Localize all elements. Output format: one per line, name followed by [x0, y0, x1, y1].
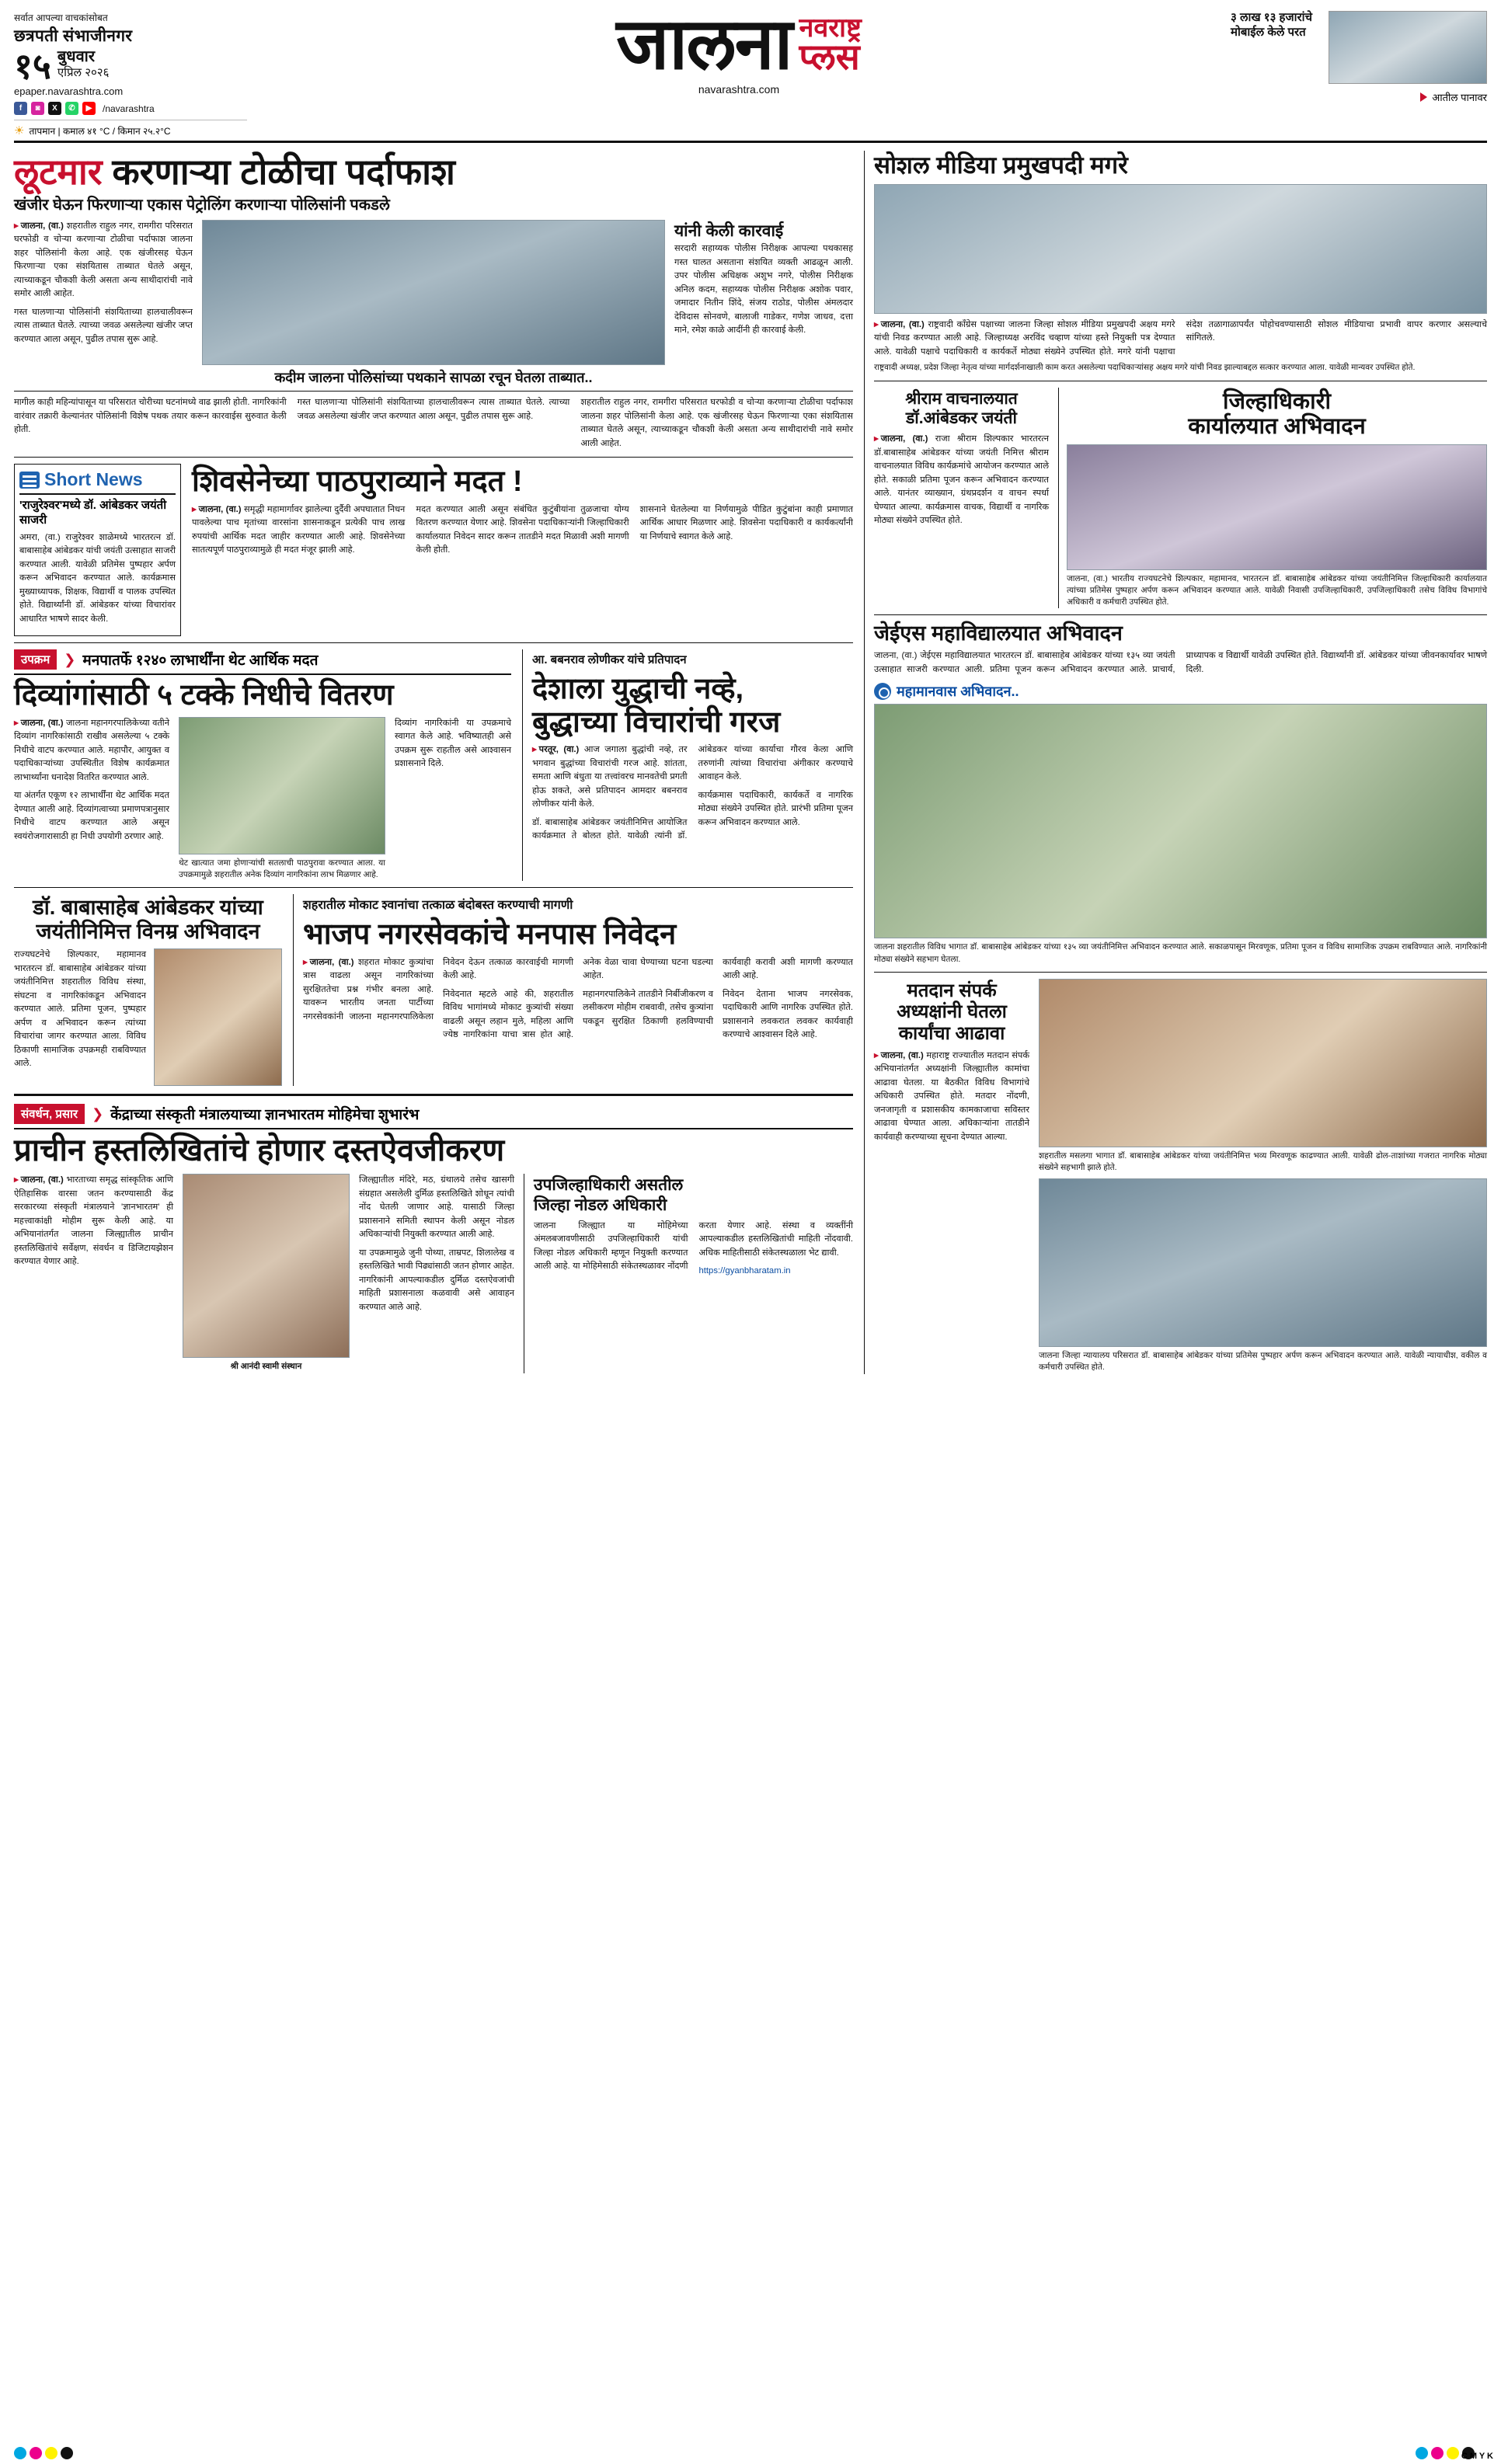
heritage-headline: प्राचीन हस्तलिखितांचे होणार दस्तऐवजीकरण	[14, 1133, 505, 1168]
cmyk-label: C M Y K	[1461, 2452, 1493, 2461]
bjp-headline: भाजप नगरसेवकांचे मनपास निवेदन	[303, 918, 677, 952]
divider-3	[14, 887, 853, 888]
collector-photo	[1067, 444, 1487, 570]
vachanalaya-body	[874, 433, 1049, 528]
lead-body-1	[14, 220, 193, 301]
heritage-byline: ▸ जालना, (वा.)	[14, 1175, 64, 1185]
reg-yellow	[45, 2447, 57, 2459]
vachanalaya-body-text: राजा श्रीराम शिल्पकार भारतरत्न डॉ.बाबासाहेब आंबेडकर यांच्या जयंती निमित्त श्रीराम वाचनालयात विविध कार्यक्रमांचे आयोजन करण्यात आले होते. सकाळी प्रतिमा पूजन करून अभिवादन करण्यात आले. यानंतर व्याख्यान, ग्रंथप्रदर्शन व वाचन स्पर्धा घेण्यात आल्या. कार्यक्रमास वाचक, विद्यार्थी व नागरिक मोठ्या संख्येने उपस्थित होते.	[874, 434, 1049, 526]
chevron-right-icon-2: ❯	[92, 1105, 104, 1122]
contact-headline	[874, 980, 1029, 1045]
bjp-byline: ▸ जालना, (वा.)	[303, 958, 354, 967]
triangle-icon	[1420, 92, 1427, 102]
divyang-tag: उपक्रम	[14, 649, 57, 670]
lead-byline: ▸ जालना, (वा.)	[14, 221, 64, 231]
social-media-body	[874, 318, 1487, 360]
jes-headline: जेईएस महाविद्यालयात अभिवादन	[874, 621, 1123, 646]
sun-icon: ☀	[14, 124, 25, 138]
masthead-center	[247, 5, 1231, 96]
heritage-side-line1: उपजिल्हाधिकारी असतील	[534, 1176, 684, 1195]
heritage-tag-right: केंद्राच्या संस्कृती मंत्रालयाच्या ज्ञानभारतम मोहिमेचा शुभारंभ	[110, 1107, 420, 1124]
war-c2: डॉ. बाबासाहेब आंबेडकर जयंतीनिमित्त आयोजित कार्यक्रमात ते बोलत होते. यावेळी त्यांनी डॉ. आंबेडकर यांच्या कार्याचा गौरव केला आणि तरुणांनी त्यांच्या विचारांचा अंगीकार करण्याचे आवाहन केले.	[532, 745, 853, 841]
shivsena-c3: शासनाने घेतलेल्या या निर्णयामुळे पीडित कुटुंबांना काही प्रमाणात आर्थिक आधार मिळणार आहे. शिवसेना पदाधिकारी व कार्यकर्त्यांनी या निर्णयाचे स्वागत केले आहे.	[639, 504, 853, 541]
mahamanav-photo	[874, 704, 1487, 938]
camera-icon	[874, 683, 891, 700]
jayanti-photo	[154, 948, 282, 1086]
masthead-month-year: एप्रिल २०२६	[57, 66, 110, 79]
heritage-url[interactable]: https://gyanbharatam.in	[698, 1266, 791, 1276]
promo-text: ३ लाख १३ हजारांचे मोबाईल केले परत	[1231, 11, 1313, 39]
reg-cyan-2	[1416, 2447, 1428, 2459]
heritage-photo	[183, 1174, 350, 1358]
divyang-photo-caption: थेट खात्यात जमा होणाऱ्यांची सतलाची पाठपुरावा करण्यात आला. या उपक्रमामुळे शहरातील अनेक दिव्यांग नागरिकांना लाभ मिळणार आहे.	[179, 858, 385, 880]
divyang-photo	[179, 717, 385, 854]
jayanti-headline-line2: जयंतीनिमित्त विनम्र अभिवादन	[36, 920, 260, 944]
right-photo-2	[1039, 1178, 1487, 1347]
heritage-side-headline	[534, 1175, 853, 1214]
war-headline	[532, 673, 853, 739]
heritage-side-body-wrap	[534, 1220, 853, 1279]
contact-body	[874, 1049, 1029, 1145]
lead-body-5: शहरातील राहुल नगर, रामगीरा परिसरात घरफोडी व चोऱ्या करणाऱ्या टोळीचा पर्दाफाश जालना शहर पोलिसांनी केला आहे. एक खंजीरसह घेऊन फिरणाऱ्या एका संशयितास ताब्यात घेतले असून, त्याच्याकडून चौकशी केली असता अन्य साथीदारांची नावे समोर आली आहेत.	[580, 398, 853, 448]
inside-page-pointer[interactable]	[1231, 90, 1487, 104]
divider-1	[14, 457, 853, 458]
masthead-day-number: १५	[14, 45, 51, 86]
contact-line3: कार्यांचा आढावा	[898, 1022, 1005, 1044]
divider-r3	[874, 972, 1487, 973]
contact-body-text: महाराष्ट्र राज्यातील मतदान संपर्क अभियानांतर्गत अध्यक्षांनी जिल्ह्यातील कामांचा आढावा घेतला. या बैठकीत विविध विभागांचे अधिकारी उपस्थित होते. मतदार नोंदणी, जनजागृती व प्रशासकीय कामकाजाचा सविस्तर आढावा घेण्यात आला. अधिकाऱ्यांना तातडीने कार्यवाही करण्याच्या सूचना देण्यात आल्या.	[874, 1050, 1030, 1142]
heritage-c1	[14, 1174, 173, 1269]
bjp-c2: निवेदनात म्हटले आहे की, शहरातील विविध भागांमध्ये मोकाट कुत्र्यांची संख्या वाढली असून लहान मुले, महिला आणि ज्येष्ठ नागरिकांना याचा त्रास होत आहे. अनेक वेळा चावा घेण्याच्या घटना घडल्या आहेत.	[443, 957, 713, 1040]
lead-continued	[14, 396, 853, 451]
social-links[interactable]	[14, 102, 247, 115]
lead-body-1-text: शहरातील राहुल नगर, रामगीरा परिसरात घरफोडी व चोऱ्या करणाऱ्या टोळीचा पर्दाफाश जालना शहर पोलिसांनी केला आहे. एक खंजीरसह घेऊन फिरणाऱ्या एका संशयितास ताब्यात घेतले असून, त्याच्याकडून चौकशी केली असता अन्य साथीदारांची नावे समोर आली आहेत.	[14, 221, 193, 299]
divyang-c3: दिव्यांग नागरिकांनी या उपक्रमाचे स्वागत केले आहे. भविष्यातही असे उपक्रम सुरू राहतील असे आश्वासन प्रशासनाने दिले.	[395, 718, 511, 769]
youtube-icon[interactable]: ▶	[82, 102, 96, 115]
contact-byline: ▸ जालना, (वा.)	[874, 1051, 924, 1060]
shivsena-body	[192, 503, 853, 558]
war-c1-text: आज जगाला बुद्धांची नव्हे, तर भगवान बुद्धांच्या विचारांची गरज आहे. शांतता, समता आणि बंधुता या तत्त्वांवरच मानवतेची प्रगती होऊ शकते, असे प्रतिपादन आमदार बबनराव लोणीकर यांनी केले.	[532, 745, 688, 809]
social-handle[interactable]: /navarashtra	[103, 103, 155, 114]
social-media-byline: ▸ जालना, (वा.)	[874, 320, 925, 329]
lead-photo	[202, 220, 665, 365]
lead-side-body: सरदारी सहाय्यक पोलीस निरीक्षक आपल्या पथकासह गस्त घालत असताना संशयित व्यक्ती आढळून आली. उपर पोलीस अधिक्षक अशुभ नगरे, पोलीस निरीक्षक अनिल कदम, सहाय्यक पोलीस निरीक्षक अशोक पवार, जमादार नितीन शिंदे, संजय राठोड, पोलीस अंमलदार देविदास सोनवणे, बालाजी गाडेकर, गणेश जाधव, दत्ता माने, रमेश काळे आदींनी ही कारवाई केली.	[674, 244, 853, 336]
divider-2	[14, 642, 853, 643]
lead-body-2: गस्त घालणाऱ्या पोलिसांनी संशयिताच्या हालचालीवरून त्यास ताब्यात घेतले. त्याच्या जवळ असलेल्या खंजीर जप्त करण्यात आला असून, पुढील तपास सुरू आहे.	[14, 307, 193, 344]
heritage-photo-caption: श्री आनंदी स्वामी संस्थान	[230, 1362, 302, 1372]
divyang-c1	[14, 717, 169, 785]
divyang-tagline: मनपातर्फे १२४० लाभार्थींना थेट आर्थिक मदत	[82, 653, 319, 670]
inside-page-label: आतील पानावर	[1432, 92, 1487, 103]
left-section	[14, 151, 853, 1373]
collector-headline	[1067, 389, 1487, 440]
divider-r2	[874, 614, 1487, 615]
vachanalaya-byline: ▸ जालना, (वा.)	[874, 434, 928, 444]
logo-red-line2: प्लस	[799, 37, 860, 78]
vachanalaya-line2: डॉ.आंबेडकर जयंती	[906, 409, 1017, 427]
mahamanav-caption: जालना शहरातील विविध भागात डॉ. बाबासाहेब आंबेडकर यांच्या १३५ व्या जयंतीनिमित्त अभिवादन करण्यात आले. सकाळपासून मिरवणूक, प्रतिमा पूजन व विविध सामाजिक उपक्रम राबविण्यात आले. नागरिकांनी मोठ्या संख्येने सहभाग घेतला.	[874, 942, 1487, 964]
collector-line1: जिल्हाधिकारी	[1223, 388, 1331, 414]
instagram-icon[interactable]: ◙	[31, 102, 44, 115]
war-headline-line2: बुद्धाच्या विचारांची गरज	[532, 705, 781, 739]
page-content	[14, 151, 1487, 1373]
divyang-war-block	[14, 649, 853, 881]
news-logo-icon	[19, 472, 40, 489]
short-news-header	[19, 469, 176, 495]
collector-line2: कार्यालयात अभिवादन	[1188, 414, 1366, 440]
shortnews-shivsena-block	[14, 464, 853, 636]
masthead-right	[1231, 11, 1487, 104]
promo-photo	[1329, 11, 1487, 84]
heritage-side-line2: जिल्हा नोडल अधिकारी	[534, 1195, 667, 1214]
divyang-c1-text: जालना महानगरपालिकेच्या वतीने दिव्यांग नागरिकांसाठी राखीव असलेल्या ५ टक्के निधीचे वाटप करण्यात आले. महापौर, आयुक्त व पदाधिकाऱ्यांच्या उपस्थितीत विशेष कार्यक्रमात लाभार्थ्यांना धनादेश वितरित करण्यात आले.	[14, 718, 169, 782]
newspaper-logo: जालना	[616, 5, 792, 84]
mahamanav-label-row	[874, 682, 1487, 701]
bjp-body	[303, 956, 853, 1042]
contact-line1: मतदान संपर्क	[907, 980, 997, 1001]
social-media-c1	[874, 318, 1487, 360]
divyang-headline: दिव्यांगांसाठी ५ टक्के निधीचे वितरण	[14, 679, 394, 712]
social-media-caption: राष्ट्रवादी अध्यक्ष, प्रदेश जिल्हा नेतृत्व यांच्या मार्गदर्शनाखाली काम करत असलेल्या पदाधिकाऱ्यांसह अक्षय मगरे यांची निवड झाल्याबद्दल सत्कार करण्यात आला. यावेळी मान्यवर उपस्थित होते.	[874, 363, 1416, 373]
weather-strip	[14, 120, 247, 137]
war-c1	[532, 743, 688, 812]
lead-subhead: खंजीर घेऊन फिरणाऱ्या एकास पेट्रोलिंग करणाऱ्या पोलिसांनी पकडले	[14, 196, 390, 214]
reg-cyan	[14, 2447, 26, 2459]
short-news-box	[14, 464, 181, 636]
war-headline-line1: देशाला युद्धाची नव्हे,	[532, 673, 744, 706]
lead-photo-caption: कदीम जालना पोलिसांच्या पथकाने सापळा रचून घेतला ताब्यात..	[14, 369, 853, 392]
right-section	[864, 151, 1487, 1373]
jayanti-headline	[14, 896, 282, 944]
lead-body-4: गस्त घालणाऱ्या पोलिसांनी संशयिताच्या हालचालीवरून त्यास ताब्यात घेतले. त्याच्या जवळ असलेल्या खंजीर जप्त करण्यात आला असून, पुढील तपास सुरू आहे.	[297, 398, 570, 421]
vachanalaya-collector-block	[874, 388, 1487, 609]
epaper-url[interactable]: epaper.navarashtra.com	[14, 85, 124, 98]
heritage-c1-text: भारताच्या समृद्ध सांस्कृतिक आणि ऐतिहासिक वारसा जतन करण्यासाठी केंद्र सरकारच्या संस्कृती मंत्रालयाने 'ज्ञानभारतम' ही महत्त्वाकांक्षी मोहीम सुरू केली आहे. या अभियानांतर्गत जालना जिल्ह्यातील प्राचीन हस्तलिखितांचे सर्वेक्षण, संवर्धन व डिजिटायझेशन करण्यात येणार आहे.	[14, 1175, 173, 1267]
masthead-city: छत्रपती संभाजीनगर	[14, 27, 133, 45]
shivsena-byline: ▸ जालना, (वा.)	[192, 505, 242, 514]
jayanti-bjp-block	[14, 894, 853, 1086]
reg-magenta	[30, 2447, 42, 2459]
masthead	[14, 5, 1487, 143]
right-photo-2-caption: जालना जिल्हा न्यायालय परिसरात डॉ. बाबासाहेब आंबेडकर यांच्या प्रतिमेस पुष्पहार अर्पण करून अभिवादन करण्यात आले. यावेळी न्यायाधीश, वकील व कर्मचारी उपस्थित होते.	[1039, 1351, 1487, 1373]
jes-body	[874, 649, 1487, 679]
vachanalaya-headline	[874, 389, 1049, 428]
short-news-title: Short News	[44, 469, 143, 490]
reg-yellow-2	[1447, 2447, 1459, 2459]
war-c3: कार्यक्रमास पदाधिकारी, कार्यकर्ते व नागरिक मोठ्या संख्येने उपस्थित होते. प्रारंभी प्रतिमा पूजन करून अभिवादन करण्यात आले.	[698, 790, 853, 827]
facebook-icon[interactable]: f	[14, 102, 27, 115]
heritage-story	[14, 1104, 853, 1373]
short-news-item-title: 'राजुरेश्वर'मध्ये डॉ. आंबेडकर जयंती साजरी	[19, 499, 167, 527]
heritage-tag-left: संवर्धन, प्रसार	[14, 1104, 85, 1124]
war-kicker: आ. बबनराव लोणीकर यांचे प्रतिपादन	[532, 653, 687, 667]
chevron-right-icon: ❯	[64, 651, 76, 667]
heritage-c3: या उपक्रमामुळे जुनी पोथ्या, ताम्रपट, शिलालेख व हस्तलिखिते भावी पिढ्यांसाठी जतन होणार आहेत. नागरिकांनी आपल्याकडील दुर्मिळ दस्तऐवजांची माहिती प्रशासनाला कळवावी असे आवाहन करण्यात आले आहे.	[359, 1248, 514, 1312]
lead-headline	[14, 152, 853, 192]
reg-black	[61, 2447, 73, 2459]
collector-caption: जालना, (वा.) भारतीय राज्यघटनेचे शिल्पकार, महामानव, भारतरत्न डॉ. बाबासाहेब आंबेडकर यांच्या जयंतीनिमित्त जिल्हाधिकारी कार्यालयात त्यांच्या प्रतिमेस पुष्पहार अर्पण करून अभिवादन करण्यात आले. यावेळी निवासी उपजिल्हाधिकारी, उपजिल्हाधिकारी तसेच विविध विभागांचे अधिकारी व कर्मचारी उपस्थित होते.	[1067, 573, 1487, 607]
mahamanav-label: महामानवास अभिवादन..	[897, 684, 1019, 700]
social-media-headline: सोशल मीडिया प्रमुखपदी मगरे	[874, 151, 1128, 179]
social-media-photo	[874, 184, 1487, 314]
lead-headline-red: लूटमार	[14, 151, 103, 193]
divyang-tagrow	[14, 649, 511, 675]
shivsena-c1	[192, 503, 405, 558]
lead-body-3: मागील काही महिन्यांपासून या परिसरात चोरीच्या घटनांमध्ये वाढ झाली होती. नागरिकांनी वारंवार तक्रारी केल्यानंतर पोलिसांनी विशेष पथक तयार करून कारवाईस सुरुवात केली होती.	[14, 398, 287, 435]
war-byline: ▸ परतूर, (वा.)	[532, 745, 579, 754]
divyang-byline: ▸ जालना, (वा.)	[14, 719, 64, 728]
right-photo-1-caption: शहरातील मसलगा भागात डॉ. बाबासाहेब आंबेडकर यांच्या जयंतीनिमित्त भव्य मिरवणूक काढण्यात आली. यावेळी ढोल-ताशांच्या गजरात नागरिक मोठ्या संख्येने सहभागी झाले होते.	[1039, 1150, 1487, 1172]
social-media-c1-text: राष्ट्रवादी काँग्रेस पक्षाच्या जालना जिल्हा सोशल मीडिया प्रमुखपदी अक्षय मगरे यांची निवड करण्यात आली आहे. जिल्हाध्यक्ष अरविंद चव्हाण यांच्या हस्ते नियुक्ती पत्र देण्यात आले. यावेळी पक्षाचे पदाधिकारी व कार्यकर्ते मोठ्या संख्येने उपस्थित होते. मगरे यांनी पक्षाचा संदेश तळागाळापर्यंत पोहोचवण्यासाठी सोशल मीडियाचा प्रभावी वापर करणार असल्याचे सांगितले.	[874, 319, 1487, 357]
weather-text: तापमान | कमाल ४१ °C / किमान २५.२°C	[29, 125, 171, 137]
lead-story	[14, 152, 853, 451]
shivsena-c1-text: समृद्धी महामार्गावर झालेल्या दुर्दैवी अपघातात निधन पावलेल्या पाच मृतांच्या वारसांना शासनाकडून प्रत्येकी पाच लाख रुपयांची आर्थिक मदत जाहीर करण्यात आली आहे. शिवसेनेच्या सातत्यपूर्ण पाठपुराव्यामुळे ही मदत मंजूर झाली आहे.	[192, 504, 406, 555]
divider-4	[14, 1094, 853, 1096]
bjp-kicker: शहरातील मोकाट श्वानांचा तत्काळ बंदोबस्त करण्याची मागणी	[303, 899, 573, 913]
contact-line2: अध्यक्षांनी घेतला	[897, 1001, 1007, 1023]
bjp-c1-text: शहरात मोकाट कुत्र्यांचा त्रास वाढला असून नागरिकांच्या सुरक्षिततेचा प्रश्न गंभीर बनला आहे. यावरून भारतीय जनता पार्टीच्या नगरसेवकांनी जालना महानगरपालिकेला निवेदन देऊन तत्काळ कारवाईची मागणी केली आहे.	[303, 957, 573, 1021]
website-url[interactable]: navarashtra.com	[698, 83, 780, 96]
lead-side-headline: यांनी केली कारवाई	[674, 221, 784, 240]
vachanalaya-line1: श्रीराम वाचनालयात	[905, 389, 1018, 408]
jayanti-body: राज्यघटनेचे शिल्पकार, महामानव भारतरत्न डॉ. बाबासाहेब आंबेडकर यांच्या जयंतीनिमित्त शहरातील विविध संस्था, संघटना व नागरिकांकडून अभिवादन करण्यात आले. प्रतिमा पूजन, पुष्पहार अर्पण व अभिवादन करून त्यांच्या विचारांचा जागर करण्यात आला. विविध ठिकाणी सामाजिक उपक्रमही राबविण्यात आले.	[14, 950, 146, 1069]
masthead-day-name: बुधवार	[57, 48, 96, 65]
x-icon[interactable]: X	[48, 102, 61, 115]
reg-magenta-2	[1431, 2447, 1444, 2459]
jayanti-headline-line1: डॉ. बाबासाहेब आंबेडकर यांच्या	[33, 896, 263, 920]
registration-marks-left	[14, 2447, 73, 2459]
war-body	[532, 743, 853, 844]
short-news-item-body: अमरा, (वा.) राजुरेश्वर शाळेमध्ये भारतरत्न डॉ. बाबासाहेब आंबेडकर यांची जयंती उत्साहात साजरी करण्यात आली. यावेळी प्रतिमेस पुष्पहार अर्पण करून अभिवादन करण्यात आले. कार्यक्रमास मुख्याध्यापक, शिक्षक, विद्यार्थी व पालक उपस्थित होते. विद्यार्थ्यांनी डॉ. आंबेडकर यांच्या विचारांवर आधारित भाषणे सादर केली.	[19, 532, 176, 624]
heritage-side-body: जालना जिल्ह्यात या मोहिमेच्या अंमलबजावणीसाठी उपजिल्हाधिकारी यांची जिल्हा नोडल अधिकारी म्हणून नियुक्ती करण्यात आली आहे. या मोहिमेसाठी संकेतस्थळावर नोंदणी करता येणार आहे. संस्था व व्यक्तींनी आपल्याकडील हस्तलिखितांची माहिती नोंदवावी. अधिक माहितीसाठी संकेतस्थळाला भेट द्यावी.	[534, 1220, 853, 1272]
masthead-tagline: सर्वात आपल्या वाचकांसोबत	[14, 12, 108, 23]
shivsena-c2: मदत करण्यात आली असून संबंधित कुटुंबीयांना तुळजाचा योग्य वितरण करण्यात येणार आहे. शिवसेना पदाधिकाऱ्यांनी जिल्हाधिकारी कार्यालयात निवेदन सादर करून तातडीने मदत मिळावी अशी मागणी केली होती.	[416, 504, 629, 555]
shivsena-headline: शिवसेनेच्या पाठपुराव्याने मदत !	[192, 465, 523, 499]
bjp-c3: महानगरपालिकेने तातडीने निर्बीजीकरण व लसीकरण मोहीम राबवावी, तसेच कुत्र्यांना पकडून सुरक्षित ठिकाणी हलविण्याची कार्यवाही करावी अशी मागणी करण्यात आली आहे.	[583, 957, 853, 1026]
newspaper-logo-red	[799, 11, 862, 78]
bjp-c4: निवेदन देताना भाजप नगरसेवक, पदाधिकारी आणि नागरिक उपस्थित होते. प्रशासनाने लवकरात लवकर कार्यवाही करण्याचे आश्वासन दिले आहे.	[723, 989, 853, 1040]
right-photo-1	[1039, 979, 1487, 1147]
heritage-tagrow	[14, 1104, 853, 1129]
logo-red-line1: नवराष्ट्र	[799, 13, 862, 43]
contact-photo-block	[874, 979, 1487, 1374]
divyang-c2: या अंतर्गत एकूण १२ लाभार्थींना थेट आर्थिक मदत देण्यात आली आहे. दिव्यांगत्वाच्या प्रमाणपत्रानुसार निधीचे वाटप करण्यात आले असून स्वयंरोजगारासाठी हा निधी उपयोगी ठरणार आहे.	[14, 791, 169, 841]
masthead-date	[14, 45, 247, 86]
jes-text: जालना, (वा.) जेईएस महाविद्यालयात भारतरत्न डॉ. बाबासाहेब आंबेडकर यांच्या १३५ व्या जयंती उत्साहात साजरी करण्यात आली. प्रतिमा पूजन करून अभिवादन करण्यात आले. प्राचार्य, प्राध्यापक व विद्यार्थी यावेळी उपस्थित होते. विद्यार्थ्यांनी डॉ. आंबेडकर यांच्या जीवनकार्यावर भाषणे दिली.	[874, 651, 1487, 674]
heritage-c2: जिल्ह्यातील मंदिरे, मठ, ग्रंथालये तसेच खासगी संग्रहात असलेली दुर्मिळ हस्तलिखिते शोधून त्यांची नोंद घेतली जाणार आहे. यासाठी जिल्हा प्रशासनाने समिती स्थापन केली असून नोडल अधिकाऱ्यांची नियुक्ती करण्यात आली आहे.	[359, 1175, 514, 1240]
whatsapp-icon[interactable]: ✆	[65, 102, 78, 115]
lead-headline-black: करणाऱ्या टोळीचा पर्दाफाश	[112, 151, 455, 193]
masthead-left	[14, 11, 247, 137]
